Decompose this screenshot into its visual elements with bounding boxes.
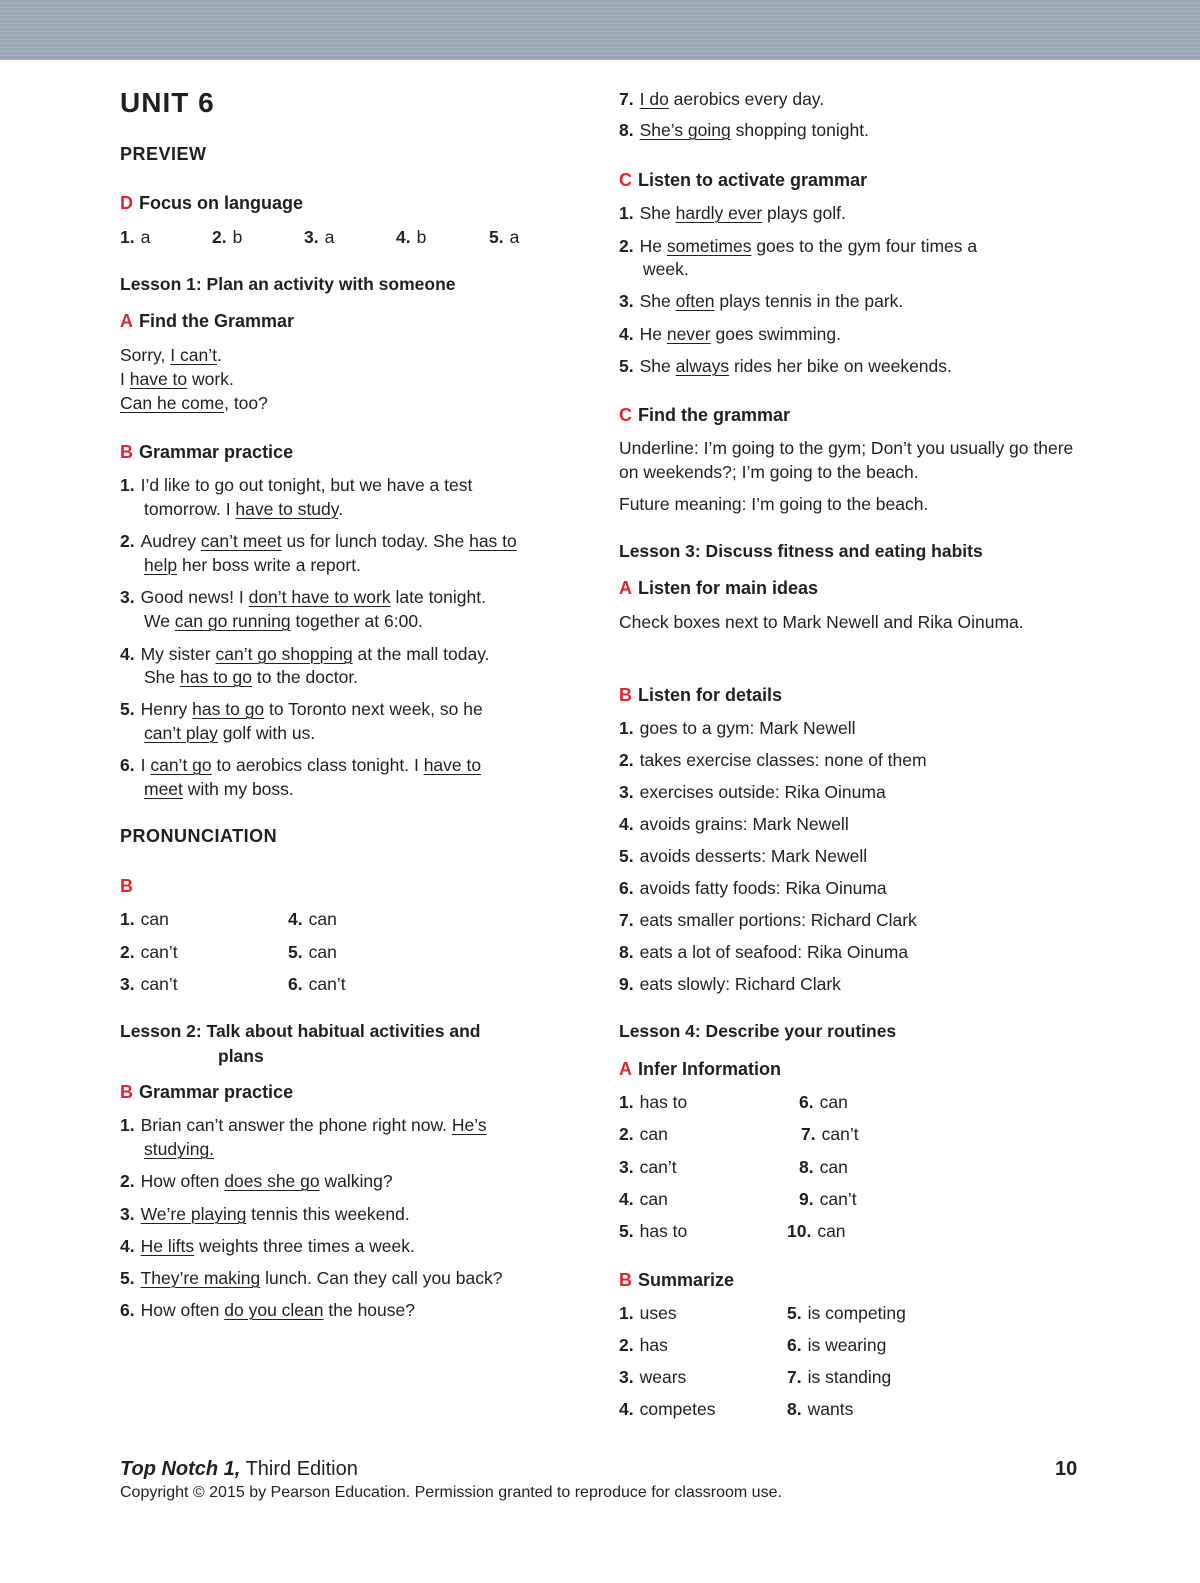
item-number: 6. xyxy=(288,974,303,994)
section-title: Listen to activate grammar xyxy=(638,170,868,190)
list-item xyxy=(619,1397,715,1421)
list-item xyxy=(619,118,869,142)
item-number: 2. xyxy=(619,750,634,770)
item-answer: can xyxy=(817,1221,846,1241)
text: to Toronto next week, so he xyxy=(264,699,483,719)
list-item xyxy=(619,201,846,225)
text: He xyxy=(639,324,667,344)
item-number: 9. xyxy=(619,974,634,994)
focus-answer xyxy=(212,225,242,249)
item-number: 4. xyxy=(619,1399,634,1419)
underlined-answer: studying. xyxy=(144,1139,215,1159)
item-answer: is competing xyxy=(807,1303,906,1323)
list-item xyxy=(288,972,346,996)
text: tennis this weekend. xyxy=(246,1204,410,1224)
underlined-answer: I can’t xyxy=(170,345,217,365)
underlined-answer: Can he come xyxy=(120,393,225,413)
item-text: eats smaller portions: Richard Clark xyxy=(639,910,917,930)
item-number: 5. xyxy=(120,699,135,719)
item-number: 5. xyxy=(787,1303,802,1323)
list-item xyxy=(799,1090,848,1114)
section-title: Grammar practice xyxy=(139,442,294,462)
list-item xyxy=(619,1122,668,1146)
item-number: 3. xyxy=(304,227,319,247)
item-number: 3. xyxy=(619,782,634,802)
list-item-continued xyxy=(144,1137,214,1161)
focus-answer xyxy=(489,225,519,249)
text: golf with us. xyxy=(217,723,316,743)
text: She xyxy=(144,667,180,687)
item-answer: has to xyxy=(639,1221,688,1241)
underlined-answer: I do xyxy=(639,89,669,109)
unit-title: UNIT 6 xyxy=(120,87,215,118)
underlined-answer: can’t meet xyxy=(200,531,282,551)
section-letter: A xyxy=(120,311,133,331)
section-find-the-grammar-c xyxy=(619,403,790,427)
text: the house? xyxy=(323,1300,415,1320)
text: She xyxy=(639,203,676,223)
item-number: 3. xyxy=(619,1157,634,1177)
text: . xyxy=(216,345,222,365)
text: goes to the gym four times a xyxy=(751,236,978,256)
text: tomorrow. I xyxy=(144,499,236,519)
section-infer-information xyxy=(619,1057,781,1081)
item-number: 8. xyxy=(619,942,634,962)
item-number: 5. xyxy=(619,356,634,376)
section-title: Listen for main ideas xyxy=(638,578,819,598)
item-number: 1. xyxy=(120,227,135,247)
item-answer: can’t xyxy=(639,1157,677,1177)
item-answer: uses xyxy=(639,1303,677,1323)
section-listen-to-activate-grammar xyxy=(619,168,867,192)
item-number: 6. xyxy=(120,755,135,775)
list-item-continued xyxy=(144,777,294,801)
item-answer: wants xyxy=(807,1399,854,1419)
underlined-answer: can’t play xyxy=(144,723,218,743)
edition: Third Edition xyxy=(240,1458,358,1480)
underlined-answer: have to xyxy=(129,369,188,389)
section-letter: A xyxy=(619,1059,632,1079)
section-summarize xyxy=(619,1268,734,1292)
text: plays tennis in the park. xyxy=(714,291,904,311)
footer-book-title xyxy=(120,1458,358,1481)
item-number: 3. xyxy=(120,1204,135,1224)
section-title: Focus on language xyxy=(139,193,304,213)
underlined-answer: does she go xyxy=(224,1171,320,1191)
list-item xyxy=(120,697,483,721)
item-answer: has xyxy=(639,1335,668,1355)
item-answer: is standing xyxy=(807,1367,892,1387)
text: Sorry, xyxy=(120,345,171,365)
item-answer: a xyxy=(324,227,335,247)
underlined-answer: He lifts xyxy=(140,1236,195,1256)
item-number: 3. xyxy=(120,587,135,607)
item-number: 1. xyxy=(619,1092,634,1112)
future-meaning: Future meaning: I’m going to the beach. xyxy=(619,494,929,514)
list-item xyxy=(619,716,856,740)
item-answer: can’t xyxy=(140,942,178,962)
section-listen-for-details xyxy=(619,683,782,707)
list-item xyxy=(120,529,517,553)
item-number: 1. xyxy=(120,475,135,495)
list-item xyxy=(288,940,337,964)
text: How often xyxy=(140,1171,225,1191)
item-number: 10. xyxy=(787,1221,812,1241)
list-item xyxy=(120,972,178,996)
item-number: 5. xyxy=(489,227,504,247)
text: We xyxy=(144,611,175,631)
item-answer: can’t xyxy=(140,974,178,994)
item-text: avoids desserts: Mark Newell xyxy=(639,846,868,866)
text: to aerobics class tonight. I xyxy=(211,755,424,775)
item-number: 7. xyxy=(619,910,634,930)
underlined-answer: can’t go xyxy=(150,755,212,775)
list-item-continued xyxy=(144,665,358,689)
lesson-2-title-continued: plans xyxy=(218,1046,264,1066)
item-answer: can xyxy=(819,1157,848,1177)
item-number: 6. xyxy=(619,878,634,898)
section-letter: C xyxy=(619,405,632,425)
list-item xyxy=(120,1298,415,1322)
text: I xyxy=(120,369,130,389)
item-number: 2. xyxy=(120,531,135,551)
list-item xyxy=(787,1365,891,1389)
item-answer: has to xyxy=(639,1092,688,1112)
grammar-line xyxy=(120,343,222,367)
underlined-answer: He’s xyxy=(451,1115,487,1135)
underlined-answer: meet xyxy=(144,779,183,799)
list-item xyxy=(120,585,486,609)
item-number: 2. xyxy=(120,1171,135,1191)
underlined-answer: don’t have to work xyxy=(248,587,391,607)
text: goes swimming. xyxy=(710,324,841,344)
list-item xyxy=(120,473,472,497)
list-item xyxy=(619,1219,687,1243)
item-number: 2. xyxy=(619,1124,634,1144)
list-item xyxy=(619,87,824,111)
underlined-answer: can’t go shopping xyxy=(215,644,353,664)
text: rides her bike on weekends. xyxy=(729,356,952,376)
list-item-continued xyxy=(144,609,423,633)
list-item xyxy=(120,1169,393,1193)
item-number: 5. xyxy=(120,1268,135,1288)
item-answer: can xyxy=(819,1092,848,1112)
item-answer: can xyxy=(140,909,169,929)
underlined-answer: has to go xyxy=(192,699,265,719)
item-text: eats a lot of seafood: Rika Oinuma xyxy=(639,942,909,962)
copyright-notice: Copyright © 2015 by Pearson Education. Permission granted to reproduce for classroom use. xyxy=(120,1484,782,1501)
list-item xyxy=(619,1187,668,1211)
grammar-line xyxy=(120,391,268,415)
text: , too? xyxy=(224,393,268,413)
section-letter: D xyxy=(120,193,133,213)
list-item xyxy=(120,940,178,964)
item-number: 2. xyxy=(619,1335,634,1355)
section-title: Summarize xyxy=(638,1270,735,1290)
section-title: Find the grammar xyxy=(638,405,791,425)
text: Henry xyxy=(140,699,193,719)
item-number: 2. xyxy=(120,942,135,962)
underlined-answer: has to xyxy=(469,531,517,551)
focus-answer xyxy=(120,225,150,249)
item-number: 4. xyxy=(619,814,634,834)
underlined-answer: help xyxy=(144,555,178,575)
item-number: 1. xyxy=(619,203,634,223)
lesson-4-title: Lesson 4: Describe your routines xyxy=(619,1021,897,1041)
item-number: 8. xyxy=(799,1157,814,1177)
text: He xyxy=(639,236,667,256)
item-number: 1. xyxy=(619,718,634,738)
list-item xyxy=(799,1155,848,1179)
underlined-answer: have to study xyxy=(235,499,339,519)
page-number: 10 xyxy=(1055,1458,1078,1480)
list-item xyxy=(120,642,490,666)
underlined-answer: have to xyxy=(423,755,482,775)
section-title: Grammar practice xyxy=(139,1082,294,1102)
list-item xyxy=(619,1301,677,1325)
text: Brian can’t answer the phone right now. xyxy=(140,1115,452,1135)
item-number: 6. xyxy=(799,1092,814,1112)
text: her boss write a report. xyxy=(177,555,361,575)
text: aerobics every day. xyxy=(668,89,825,109)
item-number: 4. xyxy=(120,644,135,664)
text: shopping tonight. xyxy=(730,120,869,140)
book-name: Top Notch 1, xyxy=(120,1458,241,1480)
text: My sister xyxy=(140,644,216,664)
item-answer: can’t xyxy=(308,974,346,994)
list-item xyxy=(120,1266,502,1290)
item-number: 5. xyxy=(619,1221,634,1241)
lesson-2-title: Lesson 2: Talk about habitual activities and xyxy=(120,1021,481,1041)
list-item xyxy=(120,1202,410,1226)
text: I xyxy=(140,755,151,775)
item-text: avoids grains: Mark Newell xyxy=(639,814,849,834)
list-item xyxy=(619,972,841,996)
list-item xyxy=(619,1333,668,1357)
text: lunch. Can they call you back? xyxy=(260,1268,503,1288)
section-grammar-practice xyxy=(120,440,293,464)
list-item xyxy=(120,753,481,777)
text: with my boss. xyxy=(182,779,294,799)
list-item xyxy=(619,289,903,313)
section-title: Find the Grammar xyxy=(139,311,295,331)
underlined-answer: always xyxy=(675,356,730,376)
item-answer: can xyxy=(308,942,337,962)
lesson-1-title: Lesson 1: Plan an activity with someone xyxy=(120,274,456,294)
item-answer: is wearing xyxy=(807,1335,887,1355)
list-item xyxy=(619,876,887,900)
item-answer: can xyxy=(308,909,337,929)
item-number: 5. xyxy=(288,942,303,962)
list-item xyxy=(787,1219,846,1243)
item-number: 4. xyxy=(288,909,303,929)
section-letter: B xyxy=(120,876,133,896)
underlined-answer: hardly ever xyxy=(675,203,763,223)
item-number: 1. xyxy=(120,1115,135,1135)
underlined-answer: We’re playing xyxy=(140,1204,247,1224)
underlined-answer: can go running xyxy=(174,611,291,631)
list-item xyxy=(619,780,886,804)
list-item xyxy=(120,1234,415,1258)
list-item-continued xyxy=(144,721,315,745)
lesson-3-title: Lesson 3: Discuss fitness and eating habits xyxy=(619,541,983,561)
pronunciation-heading: PRONUNCIATION xyxy=(120,826,278,846)
section-pronunciation-b xyxy=(120,874,139,898)
item-number: 3. xyxy=(120,974,135,994)
item-answer: can’t xyxy=(819,1189,857,1209)
item-answer: b xyxy=(232,227,243,247)
item-number: 4. xyxy=(619,324,634,344)
item-number: 3. xyxy=(619,291,634,311)
item-number: 7. xyxy=(787,1367,802,1387)
text: late tonight. xyxy=(390,587,486,607)
section-letter: B xyxy=(619,1270,632,1290)
text: at the mall today. xyxy=(352,644,490,664)
focus-answer xyxy=(396,225,426,249)
text: together at 6:00. xyxy=(290,611,423,631)
text: I’d like to go out tonight, but we have a test xyxy=(140,475,473,495)
item-number: 6. xyxy=(787,1335,802,1355)
list-item xyxy=(619,844,867,868)
underlined-answer: never xyxy=(666,324,711,344)
text: plays golf. xyxy=(762,203,846,223)
item-number: 2. xyxy=(619,236,634,256)
item-number: 7. xyxy=(801,1124,816,1144)
underlined-answer: sometimes xyxy=(666,236,752,256)
item-number: 3. xyxy=(619,1367,634,1387)
section-letter: B xyxy=(120,1082,133,1102)
focus-answer xyxy=(304,225,334,249)
item-text: goes to a gym: Mark Newell xyxy=(639,718,856,738)
item-answer: b xyxy=(416,227,427,247)
section-focus-on-language xyxy=(120,191,303,215)
text: . xyxy=(338,499,344,519)
item-text: eats slowly: Richard Clark xyxy=(639,974,841,994)
list-item-continued xyxy=(144,497,343,521)
item-answer: can’t xyxy=(821,1124,859,1144)
item-number: 6. xyxy=(120,1300,135,1320)
section-letter: A xyxy=(619,578,632,598)
underline-instruction: Underline: I’m going to the gym; Don’t you usually go there on weekends?; I’m going to the beach. xyxy=(619,438,1074,482)
underlined-answer: She’s going xyxy=(639,120,731,140)
item-text: avoids fatty foods: Rika Oinuma xyxy=(639,878,887,898)
item-answer: can xyxy=(639,1124,668,1144)
section-letter: C xyxy=(619,170,632,190)
item-number: 5. xyxy=(619,846,634,866)
item-answer: wears xyxy=(639,1367,687,1387)
list-item xyxy=(787,1333,886,1357)
list-item xyxy=(619,908,917,932)
section-find-the-grammar xyxy=(120,309,294,333)
underlined-answer: often xyxy=(675,291,715,311)
item-answer: can xyxy=(639,1189,668,1209)
text: She xyxy=(639,291,676,311)
section-letter: B xyxy=(619,685,632,705)
text: to the doctor. xyxy=(252,667,359,687)
text: walking? xyxy=(319,1171,393,1191)
grammar-line xyxy=(120,367,234,391)
list-item xyxy=(619,322,841,346)
item-number: 4. xyxy=(120,1236,135,1256)
text: She xyxy=(639,356,676,376)
underlined-answer: They’re making xyxy=(140,1268,261,1288)
section-title: Listen for details xyxy=(638,685,783,705)
item-text: takes exercise classes: none of them xyxy=(639,750,927,770)
section-listen-for-main-ideas xyxy=(619,576,818,600)
list-item xyxy=(619,748,927,772)
text: weights three times a week. xyxy=(194,1236,415,1256)
preview-heading: PREVIEW xyxy=(120,144,207,164)
text: Good news! I xyxy=(140,587,249,607)
section-title: Infer Information xyxy=(638,1059,781,1079)
item-number: 7. xyxy=(619,89,634,109)
text: work. xyxy=(187,369,234,389)
list-item xyxy=(619,1090,687,1114)
item-answer: a xyxy=(140,227,151,247)
list-item xyxy=(619,234,977,258)
list-item xyxy=(799,1187,857,1211)
text: Audrey xyxy=(140,531,201,551)
item-answer: competes xyxy=(639,1399,716,1419)
item-number: 1. xyxy=(619,1303,634,1323)
list-item-continued xyxy=(144,553,361,577)
list-item xyxy=(787,1301,906,1325)
text: week. xyxy=(643,259,689,279)
list-item xyxy=(619,354,952,378)
item-number: 8. xyxy=(787,1399,802,1419)
list-item xyxy=(619,812,849,836)
main-ideas-text: Check boxes next to Mark Newell and Rika Oinuma. xyxy=(619,612,1024,632)
item-number: 2. xyxy=(212,227,227,247)
item-answer: a xyxy=(509,227,520,247)
item-number: 9. xyxy=(799,1189,814,1209)
list-item-continued xyxy=(643,257,689,281)
list-item xyxy=(801,1122,859,1146)
list-item xyxy=(619,940,908,964)
text: us for lunch today. She xyxy=(281,531,470,551)
list-item xyxy=(120,907,169,931)
section-grammar-practice-2 xyxy=(120,1080,293,1104)
section-letter: B xyxy=(120,442,133,462)
list-item xyxy=(787,1397,853,1421)
item-number: 8. xyxy=(619,120,634,140)
list-item xyxy=(288,907,337,931)
header-band xyxy=(0,0,1200,60)
list-item xyxy=(619,1365,686,1389)
list-item xyxy=(619,1155,677,1179)
item-number: 4. xyxy=(396,227,411,247)
item-number: 4. xyxy=(619,1189,634,1209)
underlined-answer: has to go xyxy=(180,667,252,687)
list-item xyxy=(120,1113,487,1137)
item-number: 1. xyxy=(120,909,135,929)
item-text: exercises outside: Rika Oinuma xyxy=(639,782,886,802)
underlined-answer: do you clean xyxy=(224,1300,324,1320)
text: How often xyxy=(140,1300,225,1320)
